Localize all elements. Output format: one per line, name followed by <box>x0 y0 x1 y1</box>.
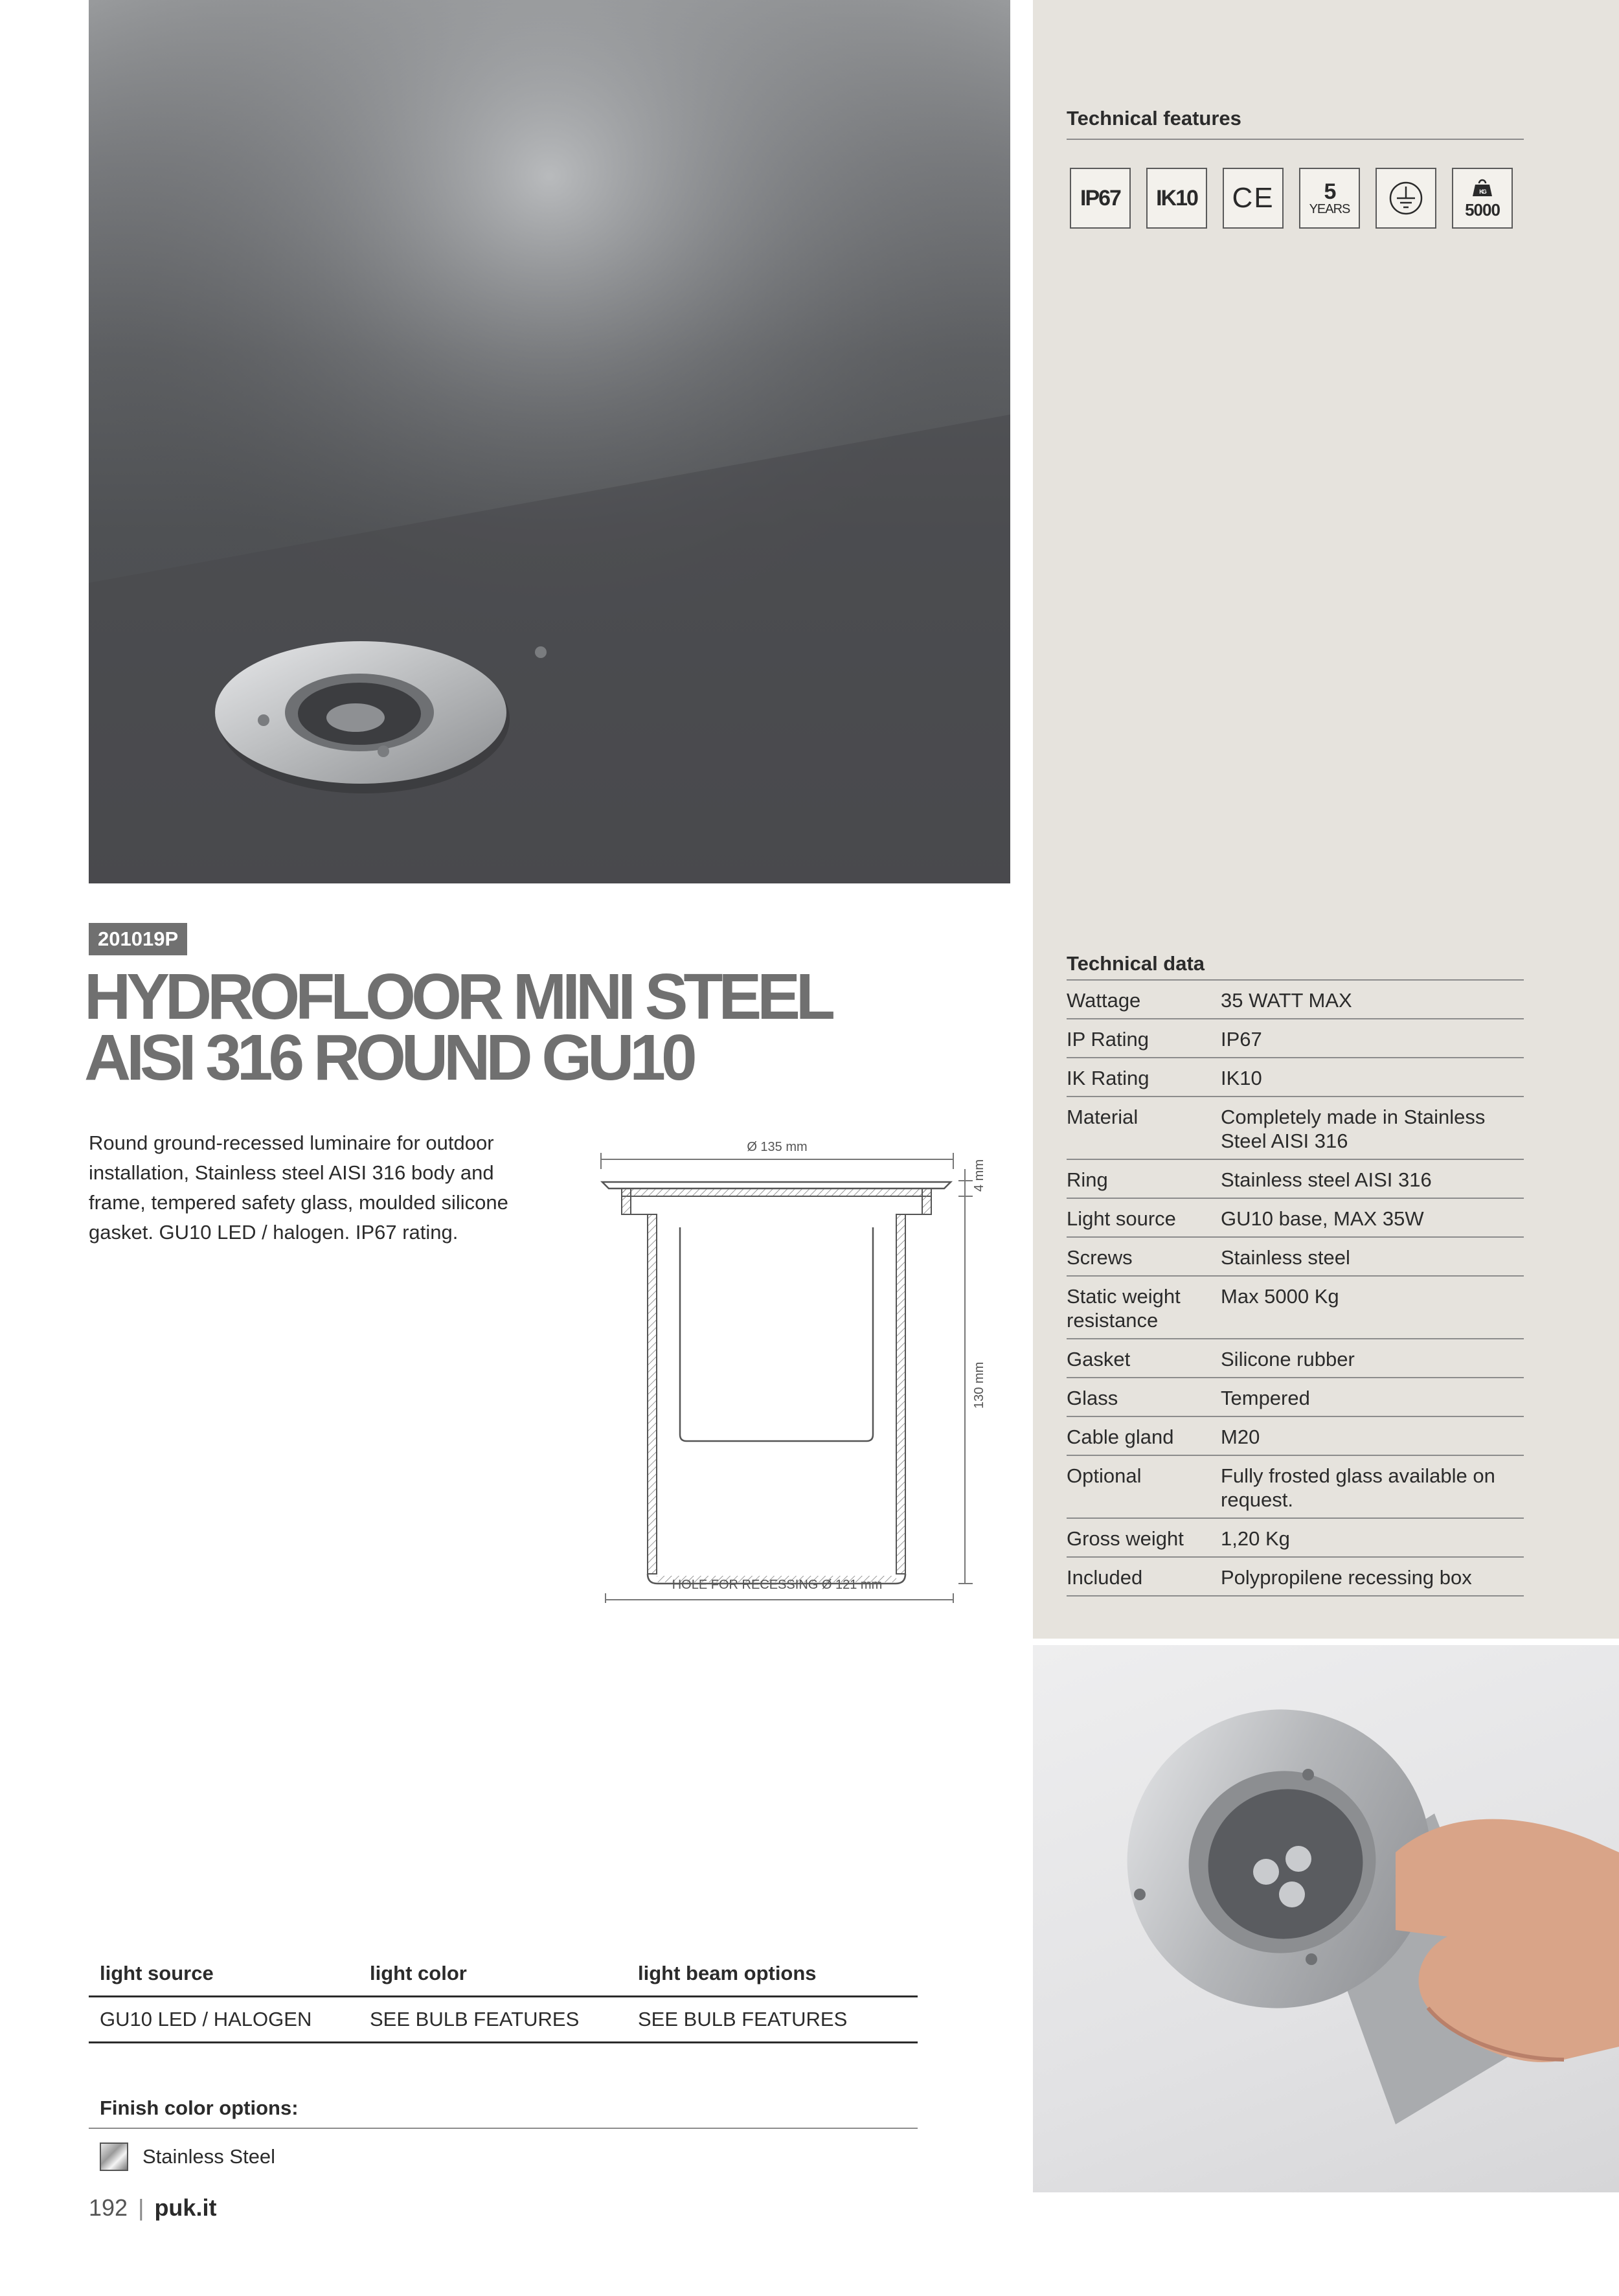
spec-key: Ring <box>1067 1159 1221 1198</box>
table-header-row <box>89 1953 918 1997</box>
spec-key: Gasket <box>1067 1339 1221 1378</box>
ring-height-label: 4 mm <box>972 1159 986 1192</box>
table-row <box>89 1997 918 2043</box>
spec-key: IP Rating <box>1067 1019 1221 1058</box>
table-row <box>1067 1378 1524 1416</box>
ik10-icon: IK10 <box>1146 168 1207 229</box>
table-row <box>1067 1339 1524 1378</box>
spec-key: Material <box>1067 1097 1221 1159</box>
spec-key: Gross weight <box>1067 1518 1221 1557</box>
spec-value: Completely made in Stainless Steel AISI 316 <box>1221 1097 1524 1159</box>
product-code-badge: 201019P <box>89 923 187 955</box>
spec-key: Light source <box>1067 1198 1221 1237</box>
spec-value: Stainless steel AISI 316 <box>1221 1159 1524 1198</box>
warranty-icon: 5 YEARS <box>1299 168 1360 229</box>
table-row <box>1067 1237 1524 1276</box>
product-in-hand-photo <box>1033 1645 1619 2192</box>
technical-data-table <box>1067 979 1524 1597</box>
spec-key: Static weight resistance <box>1067 1276 1221 1339</box>
spec-value: Polypropilene recessing box <box>1221 1557 1524 1596</box>
page-footer <box>89 2194 216 2222</box>
website-link[interactable]: puk.it <box>154 2194 217 2221</box>
stainless-steel-swatch <box>100 2143 128 2171</box>
divider <box>1067 139 1524 140</box>
spec-value: Max 5000 Kg <box>1221 1276 1524 1339</box>
table-cell: SEE BULB FEATURES <box>359 1997 627 2043</box>
table-cell: GU10 LED / HALOGEN <box>89 1997 359 2043</box>
spec-value: Stainless steel <box>1221 1237 1524 1276</box>
spec-value: IP67 <box>1221 1019 1524 1058</box>
earth-ground-icon <box>1376 168 1436 229</box>
table-row <box>1067 1518 1524 1557</box>
finish-options-title: Finish color options: <box>100 2097 299 2119</box>
product-title-line2: AISI 316 ROUND GU10 <box>84 1021 693 1094</box>
spec-value: GU10 base, MAX 35W <box>1221 1198 1524 1237</box>
table-row <box>1067 1416 1524 1455</box>
column-header: light beam options <box>627 1953 918 1997</box>
spec-key: Optional <box>1067 1455 1221 1518</box>
technical-data-title: Technical data <box>1067 952 1205 975</box>
table-row <box>1067 1159 1524 1198</box>
table-row <box>1067 1557 1524 1596</box>
technical-features-title: Technical features <box>1067 107 1241 130</box>
product-title <box>84 960 926 1094</box>
finish-option-label: Stainless Steel <box>142 2145 276 2168</box>
spec-value: Silicone rubber <box>1221 1339 1524 1378</box>
spec-key: Included <box>1067 1557 1221 1596</box>
spec-value: IK10 <box>1221 1058 1524 1097</box>
spec-key: Screws <box>1067 1237 1221 1276</box>
light-options-table <box>89 1953 918 2043</box>
svg-text:KG: KG <box>1479 188 1486 195</box>
table-row <box>1067 1455 1524 1518</box>
spec-value: 1,20 Kg <box>1221 1518 1524 1557</box>
table-cell: SEE BULB FEATURES <box>627 1997 918 2043</box>
table-row <box>1067 1198 1524 1237</box>
table-row <box>1067 980 1524 1019</box>
product-description: Round ground-recessed luminaire for outdoor installation, Stainless steel AISI 316 body and frame, tempered safety glass, moulded silicone gasket. GU10 LED / halogen. IP67 rating. <box>89 1131 508 1244</box>
table-row <box>1067 1019 1524 1058</box>
spec-value: Tempered <box>1221 1378 1524 1416</box>
spec-key: Wattage <box>1067 980 1221 1019</box>
hero-product-photo <box>89 0 1010 883</box>
spec-key: Glass <box>1067 1378 1221 1416</box>
table-row <box>1067 1058 1524 1097</box>
product-title-line1: HYDROFLOOR MINI STEEL <box>84 960 831 1033</box>
feature-badges <box>1070 168 1523 233</box>
footer-separator: | <box>138 2194 144 2221</box>
divider <box>89 2128 918 2129</box>
spec-value: Fully frosted glass available on request. <box>1221 1455 1524 1518</box>
technical-drawing <box>589 1130 1004 1603</box>
hole-label: HOLE FOR RECESSING Ø 121 mm <box>672 1578 883 1592</box>
spec-value: M20 <box>1221 1416 1524 1455</box>
ce-mark-icon: CE <box>1223 168 1284 229</box>
column-header: light color <box>359 1953 627 1997</box>
weight-icon: KG 5000 <box>1452 168 1513 229</box>
ip67-icon: IP67 <box>1070 168 1131 229</box>
diameter-label: Ø 135 mm <box>747 1140 808 1154</box>
column-header: light source <box>89 1953 359 1997</box>
body-height-label: 130 mm <box>972 1361 986 1409</box>
spec-value: 35 WATT MAX <box>1221 980 1524 1019</box>
table-row <box>1067 1276 1524 1339</box>
table-row <box>1067 1097 1524 1159</box>
spec-key: Cable gland <box>1067 1416 1221 1455</box>
page-number: 192 <box>89 2194 128 2221</box>
spec-key: IK Rating <box>1067 1058 1221 1097</box>
